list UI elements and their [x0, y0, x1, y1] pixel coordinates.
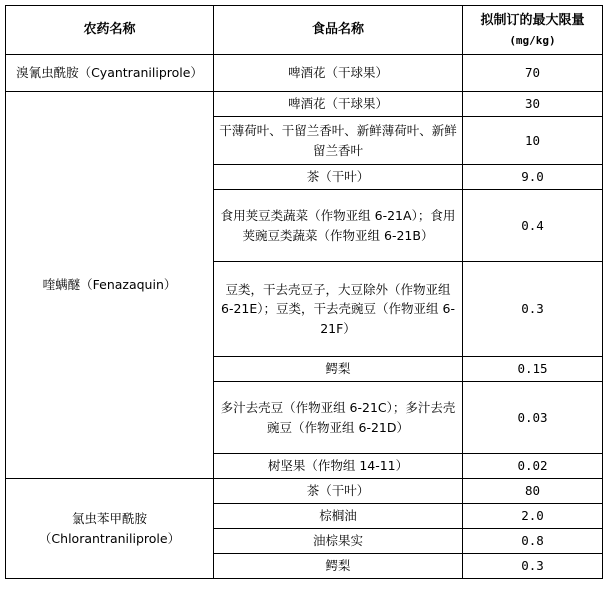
- mrl-value-cell: 0.02: [463, 454, 603, 479]
- food-cell: 棕榈油: [214, 504, 463, 529]
- pesticide-name-cn: 氯虫苯甲酰胺: [71, 511, 147, 527]
- food-cell: 茶（干叶）: [214, 165, 463, 190]
- table-row: [6, 55, 603, 92]
- mrl-value-cell: 0.8: [463, 529, 603, 554]
- food-cell: 鳄梨: [214, 357, 463, 382]
- header-mrl-label: 拟制订的最大限量: [480, 13, 585, 29]
- mrl-value-cell: 10: [463, 117, 603, 165]
- food-cell: 啤酒花（干球果）: [214, 55, 463, 92]
- header-food: 食品名称: [214, 6, 463, 55]
- header-mrl-unit: (mg/kg): [509, 33, 556, 47]
- mrl-table: [5, 5, 603, 579]
- mrl-value-cell: 0.3: [463, 554, 603, 579]
- table-row: [6, 92, 603, 117]
- table-row: [6, 479, 603, 504]
- pesticide-name-cn: 溴氰虫酰胺: [16, 65, 79, 81]
- pesticide-name-cn: 喹螨醚: [42, 277, 81, 293]
- mrl-value-cell: 30: [463, 92, 603, 117]
- pesticide-cell: [6, 92, 214, 479]
- pesticide-name-en: （Cyantraniliprole）: [78, 65, 203, 81]
- pesticide-name-en: （Fenazaquin）: [80, 277, 177, 293]
- food-cell: 豆类，干去壳豆子，大豆除外（作物亚组 6-21E）；豆类，干去壳豌豆（作物亚组 6-21F）: [214, 262, 463, 357]
- mrl-value-cell: 0.3: [463, 262, 603, 357]
- mrl-value-cell: 2.0: [463, 504, 603, 529]
- mrl-value-cell: 70: [463, 55, 603, 92]
- food-cell: 树坚果（作物组 14-11）: [214, 454, 463, 479]
- food-cell: 鳄梨: [214, 554, 463, 579]
- header-pesticide: 农药名称: [6, 6, 214, 55]
- food-cell: 啤酒花（干球果）: [214, 92, 463, 117]
- pesticide-cell: [6, 479, 214, 579]
- mrl-value-cell: 0.03: [463, 382, 603, 454]
- header-mrl: [463, 6, 603, 55]
- pesticide-name-en: （Chlorantraniliprole）: [38, 530, 181, 546]
- mrl-value-cell: 0.4: [463, 190, 603, 262]
- food-cell: 油棕果实: [214, 529, 463, 554]
- food-cell: 食用荚豆类蔬菜（作物亚组 6-21A）；食用荚豌豆类蔬菜（作物亚组 6-21B）: [214, 190, 463, 262]
- mrl-value-cell: 0.15: [463, 357, 603, 382]
- food-cell: 干薄荷叶、干留兰香叶、新鲜薄荷叶、新鲜留兰香叶: [214, 117, 463, 165]
- food-cell: 多汁去壳豆（作物亚组 6-21C）；多汁去壳豌豆（作物亚组 6-21D）: [214, 382, 463, 454]
- pesticide-cell: [6, 55, 214, 92]
- mrl-value-cell: 80: [463, 479, 603, 504]
- food-cell: 茶（干叶）: [214, 479, 463, 504]
- header-row: [6, 6, 603, 55]
- mrl-value-cell: 9.0: [463, 165, 603, 190]
